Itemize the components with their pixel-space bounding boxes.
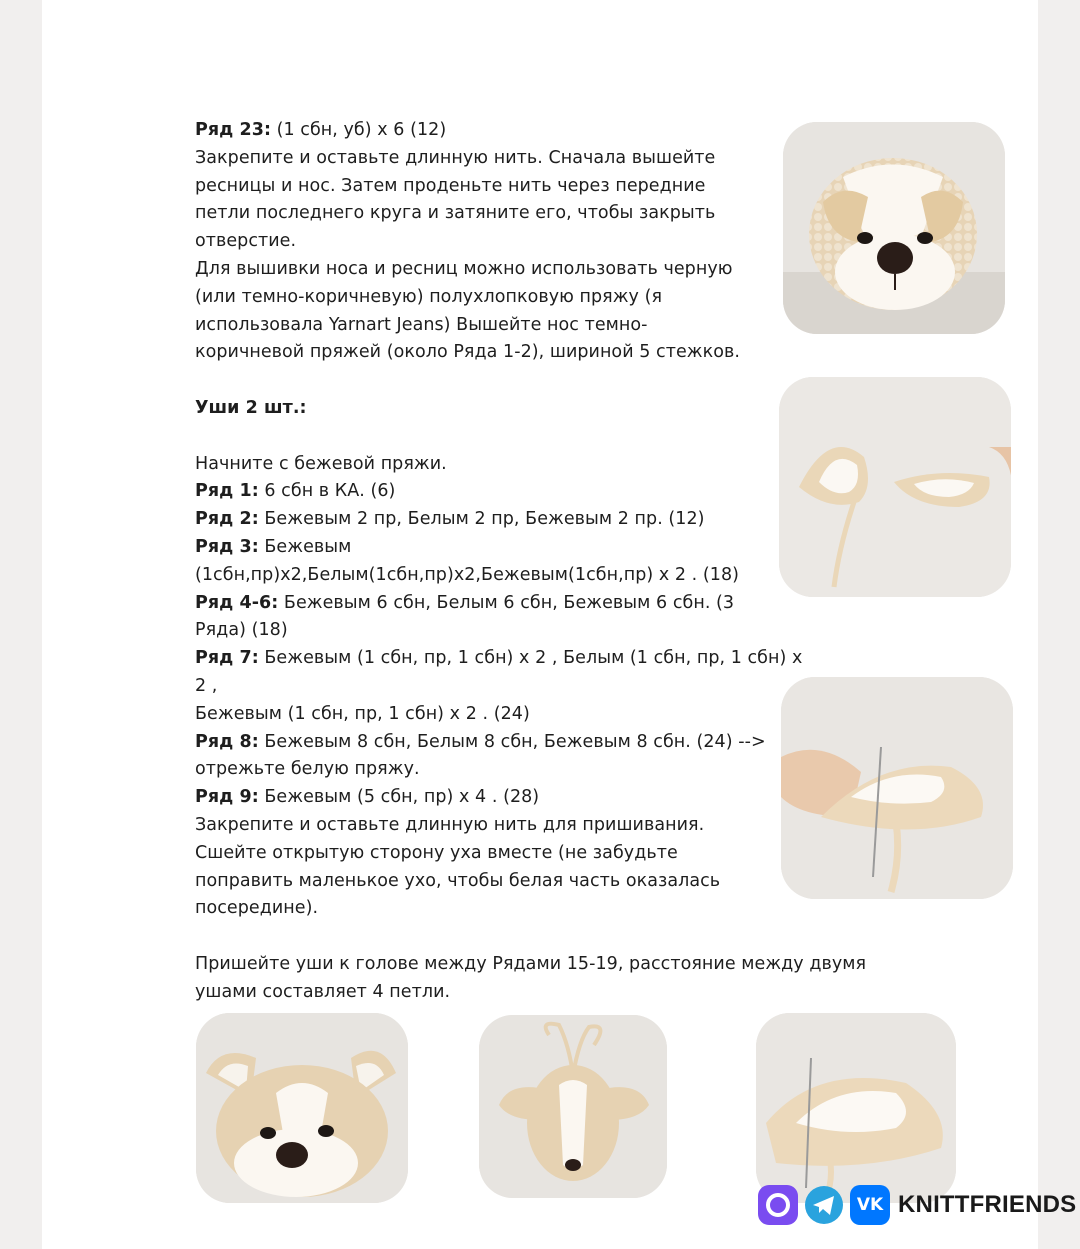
photo-head-nose: [783, 122, 1005, 334]
text-line: коричневой пряжей (около Ряда 1-2), шириной 5 стежков.: [195, 342, 740, 363]
text-line: ресницы и нос. Затем проденьте нить через передние: [195, 175, 706, 196]
row3-cont: (1сбн,пр)х2,Белым(1сбн,пр)х2,Бежевым(1сбн,пр) х 2 . (18): [195, 564, 740, 585]
text-line: Закрепите и оставьте длинную нить. Сначала вышейте: [195, 147, 716, 168]
max-messenger-icon[interactable]: [758, 1185, 798, 1225]
row2-line: Ряд 2: Бежевым 2 пр, Белым 2 пр, Бежевым 2 пр. (12): [195, 509, 705, 530]
photo-ear-pieces: [779, 377, 1011, 597]
text-line: ушами составляет 4 петли.: [195, 981, 451, 1002]
ears-title: Уши 2 шт.:: [195, 398, 307, 418]
telegram-icon[interactable]: [804, 1185, 844, 1225]
row7-cont: Бежевым (1 сбн, пр, 1 сбн) х 2 . (24): [195, 703, 530, 724]
vk-icon[interactable]: VK: [850, 1185, 890, 1225]
row7-line: Ряд 7: Бежевым (1 сбн, пр, 1 сбн) х 2 , Белым (1 сбн, пр, 1 сбн) х: [195, 648, 803, 669]
row46-line: Ряд 4-6: Бежевым 6 сбн, Белым 6 сбн, Бежевым 6 сбн. (3: [195, 592, 735, 613]
text-line: Пришейте уши к голове между Рядами 15-19, расстояние между двумя: [195, 954, 867, 974]
photo-head-top: [479, 1015, 667, 1198]
row23-line: Ряд 23: (1 сбн, уб) х 6 (12): [195, 120, 447, 140]
text-line: посередине).: [195, 898, 319, 919]
row46-cont: Ряда) (18): [195, 620, 288, 641]
row9-line: Ряд 9: Бежевым (5 сбн, пр) х 4 . (28): [195, 787, 540, 808]
attach-block: [195, 951, 866, 1007]
row8-cont: отрежьте белую пряжу.: [195, 759, 420, 780]
watermark-text: KNITTFRIENDS: [898, 1191, 1077, 1218]
photo-head-ears: [196, 1013, 408, 1203]
row7-cont: 2 ,: [195, 675, 218, 696]
text-line: (или темно-коричневую) полухлопковую пряжу (я: [195, 286, 663, 307]
row23-block: [195, 117, 740, 367]
row8-line: Ряд 8: Бежевым 8 сбн, Белым 8 сбн, Бежевым 8 сбн. (24) -->: [195, 731, 766, 752]
photo-ear-needle: [781, 677, 1013, 899]
text-line: петли последнего круга и затяните его, чтобы закрыть: [195, 203, 716, 224]
row1-line: Ряд 1: 6 сбн в КА. (6): [195, 481, 396, 502]
photo-ear-sewing: [756, 1013, 956, 1203]
text-line: Сшейте открытую сторону уха вместе (не забудьте: [195, 842, 678, 863]
text-line: использовала Yarnart Jeans) Вышейте нос темно-: [195, 314, 648, 335]
watermark: [758, 1184, 1076, 1226]
ears-block: [195, 395, 802, 923]
row3-line: Ряд 3: Бежевым: [195, 536, 352, 557]
text-line: Для вышивки носа и ресниц можно использовать черную: [195, 258, 733, 279]
text-line: отверстие.: [195, 231, 297, 252]
ears-intro: Начните с бежевой пряжи.: [195, 453, 447, 474]
text-line: поправить маленькое ухо, чтобы белая часть оказалась: [195, 870, 721, 891]
text-line: Закрепите и оставьте длинную нить для пришивания.: [195, 814, 705, 835]
